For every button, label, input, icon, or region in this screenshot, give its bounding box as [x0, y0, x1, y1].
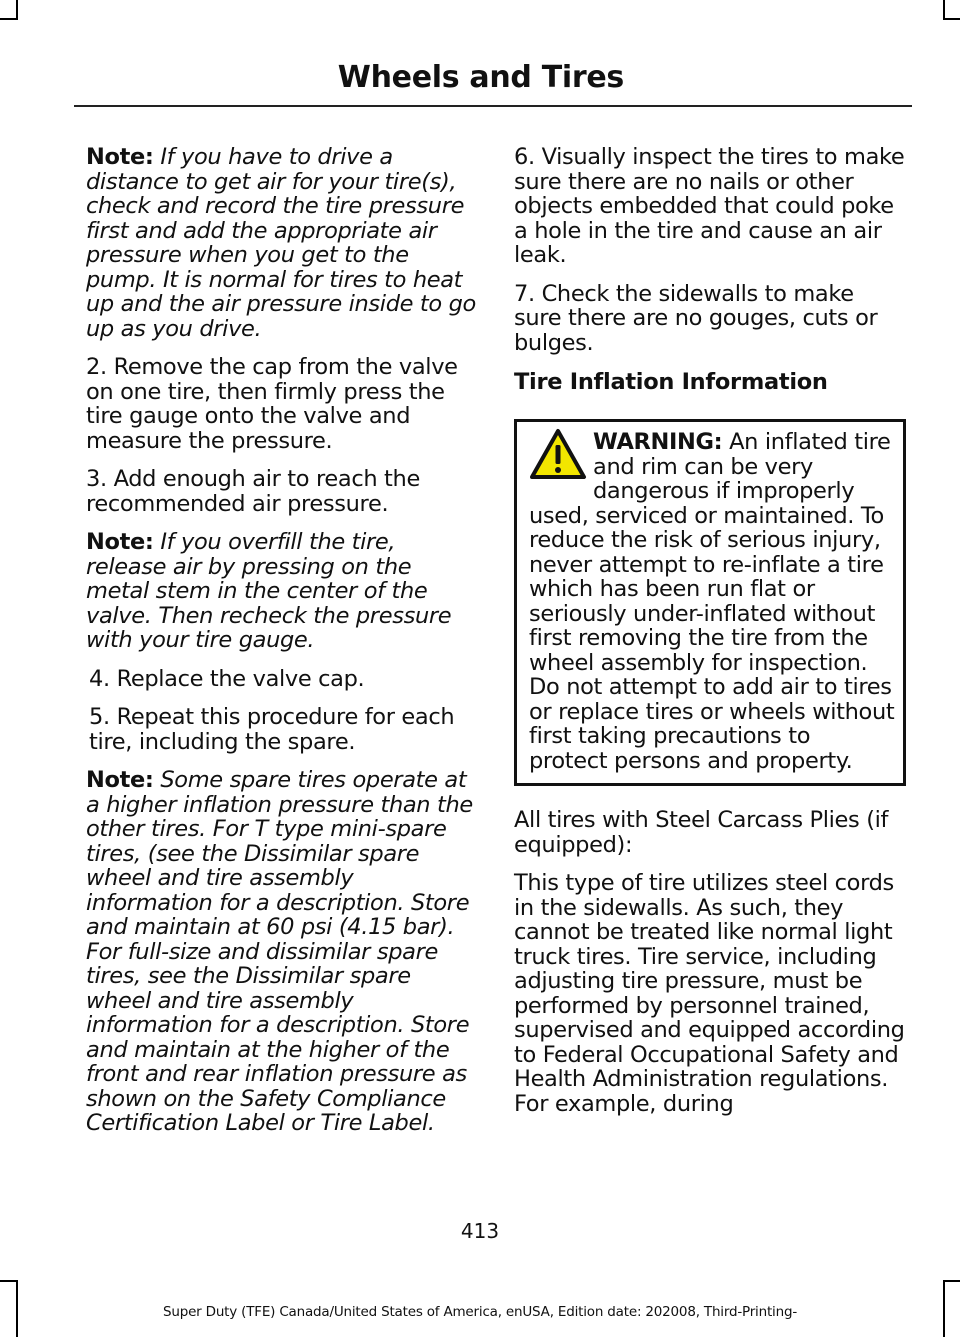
crop-mark-top-right-h	[943, 18, 960, 20]
crop-mark-top-right-v	[943, 0, 945, 20]
step-3: 3. Add enough air to reach the recommended air pressure.	[86, 466, 420, 517]
step-4: 4. Replace the valve cap.	[89, 665, 365, 692]
note-text: If you have to drive a distance to get air for your tire(s), check and record the tire pressure first and add the appropriate air pressure when you get to the pump. It is normal for tires to heat up and the air pressure inside to go up as you drive.	[86, 144, 476, 342]
header-divider	[74, 105, 912, 107]
left-column	[86, 145, 478, 1150]
note-label: Note:	[86, 144, 154, 170]
right-column	[514, 145, 906, 1130]
warning-paragraph	[529, 430, 895, 773]
note-text: Some spare tires operate at a higher inflation pressure than the other tires. For T type mini-spare tires, (see the Dissimilar spare wheel and tire assembly information for a description. Store and maintain at 60 psi (4.15 bar). For full-size and dissimilar spare tires, see the Dissimilar spare wheel and tire assembly information for a description. Store and maintain at the higher of the front and rear inflation pressure as shown on the Safety Compliance Certification Label or Tire Label.	[86, 767, 473, 1136]
steel-carcass-body: This type of tire utilizes steel cords in the sidewalls. As such, they cannot be treated like normal light truck tires. Tire service, including adjusting tire pressure, must be performed by personnel trained, supervised and equipped according to Federal Occupational Safety and Health Administration regulations. For example, during	[514, 870, 905, 1117]
note-overfill	[86, 530, 478, 653]
note-drive-distance	[86, 145, 478, 341]
page-title: Wheels and Tires	[337, 60, 624, 95]
warning-label: WARNING:	[593, 429, 723, 455]
note-spare-tires	[86, 768, 478, 1136]
page-number: 413	[460, 1219, 500, 1243]
note-label: Note:	[86, 529, 154, 555]
crop-mark-top-left-v	[16, 0, 18, 20]
crop-mark-bottom-right-h	[943, 1280, 960, 1282]
step-7: 7. Check the sidewalls to make sure there are no gouges, cuts or bulges.	[514, 280, 878, 356]
warning-text: An inflated tire and rim can be very dangerous if improperly used, serviced or maintained. To reduce the risk of serious injury, never attempt to re-inflate a tire which has been run flat or seriously under-inflated without first removing the tire from the wheel assembly for inspection. Do not attempt to add air to tires or replace tires or wheels without first taking precautions to protect persons and property.	[529, 429, 895, 774]
step-6: 6. Visually inspect the tires to make sure there are no nails or other objects embedded that could poke a hole in the tire and cause an air leak.	[514, 144, 905, 268]
step-5: 5. Repeat this procedure for each tire, including the spare.	[89, 704, 455, 755]
warning-box	[514, 419, 906, 786]
note-label: Note:	[86, 767, 154, 793]
note-text: If you overfill the tire, release air by pressing on the metal stem in the center of the valve. Then recheck the pressure with your tire gauge.	[86, 529, 452, 653]
step-2: 2. Remove the cap from the valve on one tire, then firmly press the tire gauge onto the valve and measure the pressure.	[86, 354, 458, 454]
section-title: Tire Inflation Information	[514, 369, 828, 395]
warning-triangle-icon	[529, 428, 587, 480]
footer-edition: Super Duty (TFE) Canada/United States of America, enUSA, Edition date: 202008, Third-Printing-	[162, 1304, 798, 1320]
crop-mark-bottom-left-h	[0, 1280, 18, 1282]
crop-mark-top-left-h	[0, 18, 18, 20]
steel-carcass-heading: All tires with Steel Carcass Plies (if equipped):	[514, 807, 889, 858]
